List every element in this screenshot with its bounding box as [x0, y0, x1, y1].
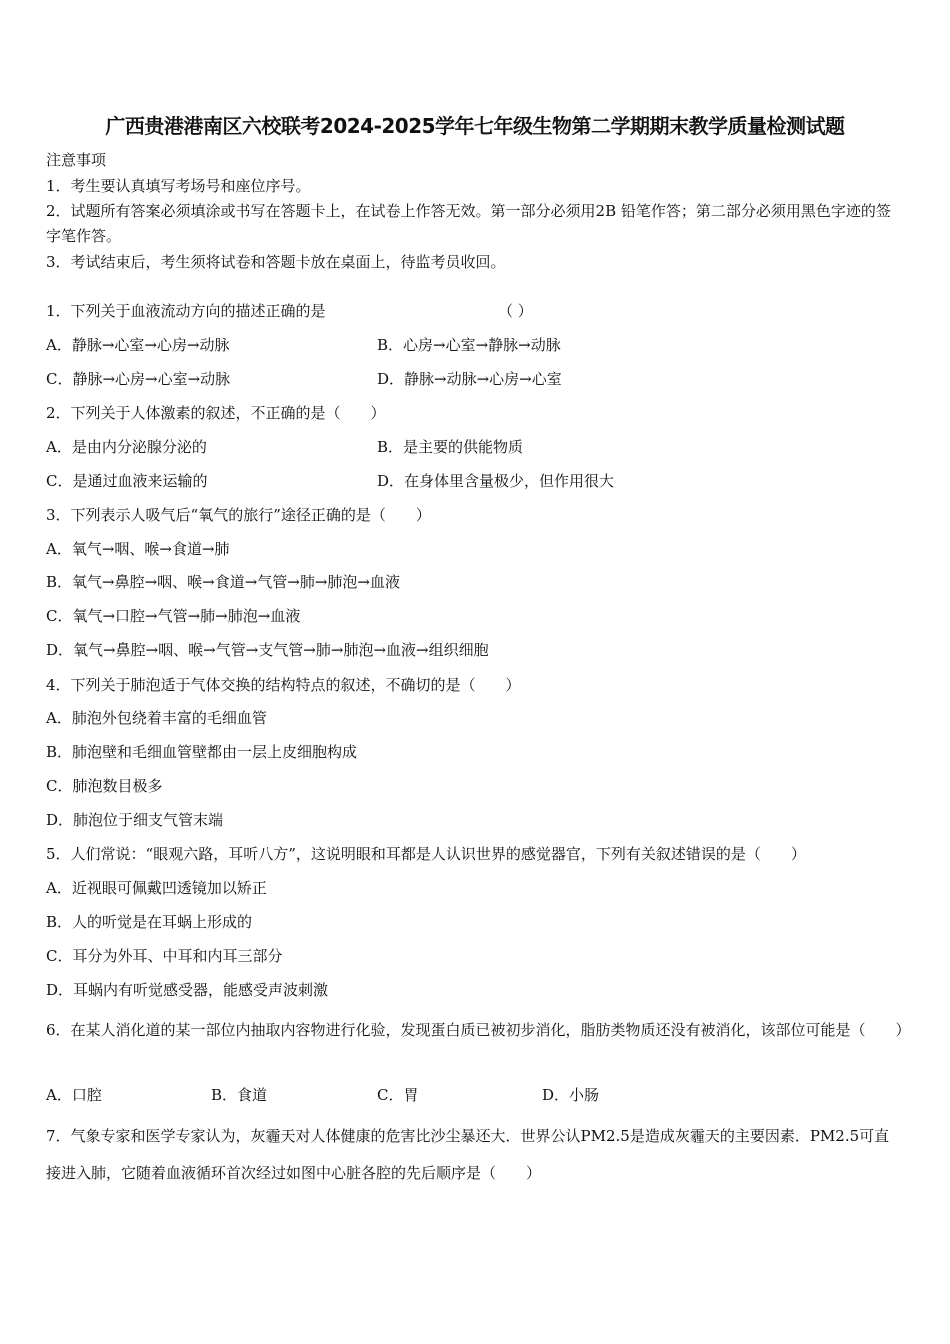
notice-heading: 注意事项 [46, 151, 107, 169]
question-4-stem: 4．下列关于肺泡适于气体交换的结构特点的叙述，不确切的是（ ） [46, 676, 521, 694]
question-3-option-b: B．氧气→鼻腔→咽、喉→食道→气管→肺→肺泡→血液 [46, 573, 401, 591]
question-2-option-b: B．是主要的供能物质 [377, 438, 524, 456]
question-1-bracket: （ ） [498, 302, 533, 320]
question-3-option-c: C．氧气→口腔→气管→肺→肺泡→血液 [46, 607, 301, 625]
question-2-option-c: C．是通过血液来运输的 [46, 472, 208, 490]
question-6-option-d: D．小肠 [542, 1086, 600, 1104]
question-1-option-b: B．心房→心室→静脉→动脉 [377, 336, 561, 354]
question-7-stem: 7．气象专家和医学专家认为，灰霾天对人体健康的危害比沙尘暴还大．世界公认PM2.5是造成灰霾天的主要因素．PM2.5可直接进入肺，它随着血液循环首次经过如图中心脏各腔的先后顺序是（ ） [46, 1127, 890, 1182]
question-5-stem: 5．人们常说：“眼观六路，耳听八方”，这说明眼和耳都是人认识世界的感觉器官，下列有关叙述错误的是（ ） [46, 845, 806, 863]
question-5-option-d: D．耳蜗内有听觉感受器，能感受声波刺激 [46, 981, 329, 999]
question-1-stem: 1．下列关于血液流动方向的描述正确的是 [46, 302, 326, 320]
question-6-option-b: B．食道 [211, 1086, 268, 1104]
notice-item-3: 3．考试结束后，考生须将试卷和答题卡放在桌面上，待监考员收回。 [46, 253, 506, 271]
exam-title: 广西贵港港南区六校联考2024-2025学年七年级生物第二学期期末教学质量检测试题 [105, 114, 845, 138]
question-4-option-a: A．肺泡外包绕着丰富的毛细血管 [46, 709, 267, 727]
question-4-option-b: B．肺泡壁和毛细血管壁都由一层上皮细胞构成 [46, 743, 358, 761]
question-6-option-c: C．胃 [377, 1086, 419, 1104]
question-5-option-b: B．人的听觉是在耳蜗上形成的 [46, 913, 253, 931]
question-2-stem: 2．下列关于人体激素的叙述，不正确的是（ ） [46, 404, 386, 422]
question-3-option-a: A．氧气→咽、喉→食道→肺 [46, 540, 230, 558]
question-2-option-d: D．在身体里含量极少，但作用很大 [377, 472, 615, 490]
question-5-option-c: C．耳分为外耳、中耳和内耳三部分 [46, 947, 283, 965]
question-6-stem: 6．在某人消化道的某一部位内抽取内容物进行化验，发现蛋白质已被初步消化，脂肪类物质还没有被消化，该部位可能是（ ） [46, 1021, 911, 1039]
notice-item-2: 2．试题所有答案必须填涂或书写在答题卡上，在试卷上作答无效。第一部分必须用2B 铅笔作答；第二部分必须用黑色字迹的签字笔作答。 [46, 202, 891, 245]
question-3-stem: 3．下列表示人吸气后“氧气的旅行”途径正确的是（ ） [46, 506, 431, 524]
question-3-option-d: D．氧气→鼻腔→咽、喉→气管→支气管→肺→肺泡→血液→组织细胞 [46, 641, 489, 659]
question-2-option-a: A．是由内分泌腺分泌的 [46, 438, 207, 456]
question-6-option-a: A．口腔 [46, 1086, 102, 1104]
question-4-option-d: D．肺泡位于细支气管末端 [46, 811, 224, 829]
question-5-option-a: A．近视眼可佩戴凹透镜加以矫正 [46, 879, 267, 897]
question-4-option-c: C．肺泡数目极多 [46, 777, 163, 795]
question-1-option-a: A．静脉→心室→心房→动脉 [46, 336, 230, 354]
question-1-option-c: C．静脉→心房→心室→动脉 [46, 370, 231, 388]
notice-item-1: 1．考生要认真填写考场号和座位序号。 [46, 177, 311, 195]
question-1-option-d: D．静脉→动脉→心房→心室 [377, 370, 562, 388]
